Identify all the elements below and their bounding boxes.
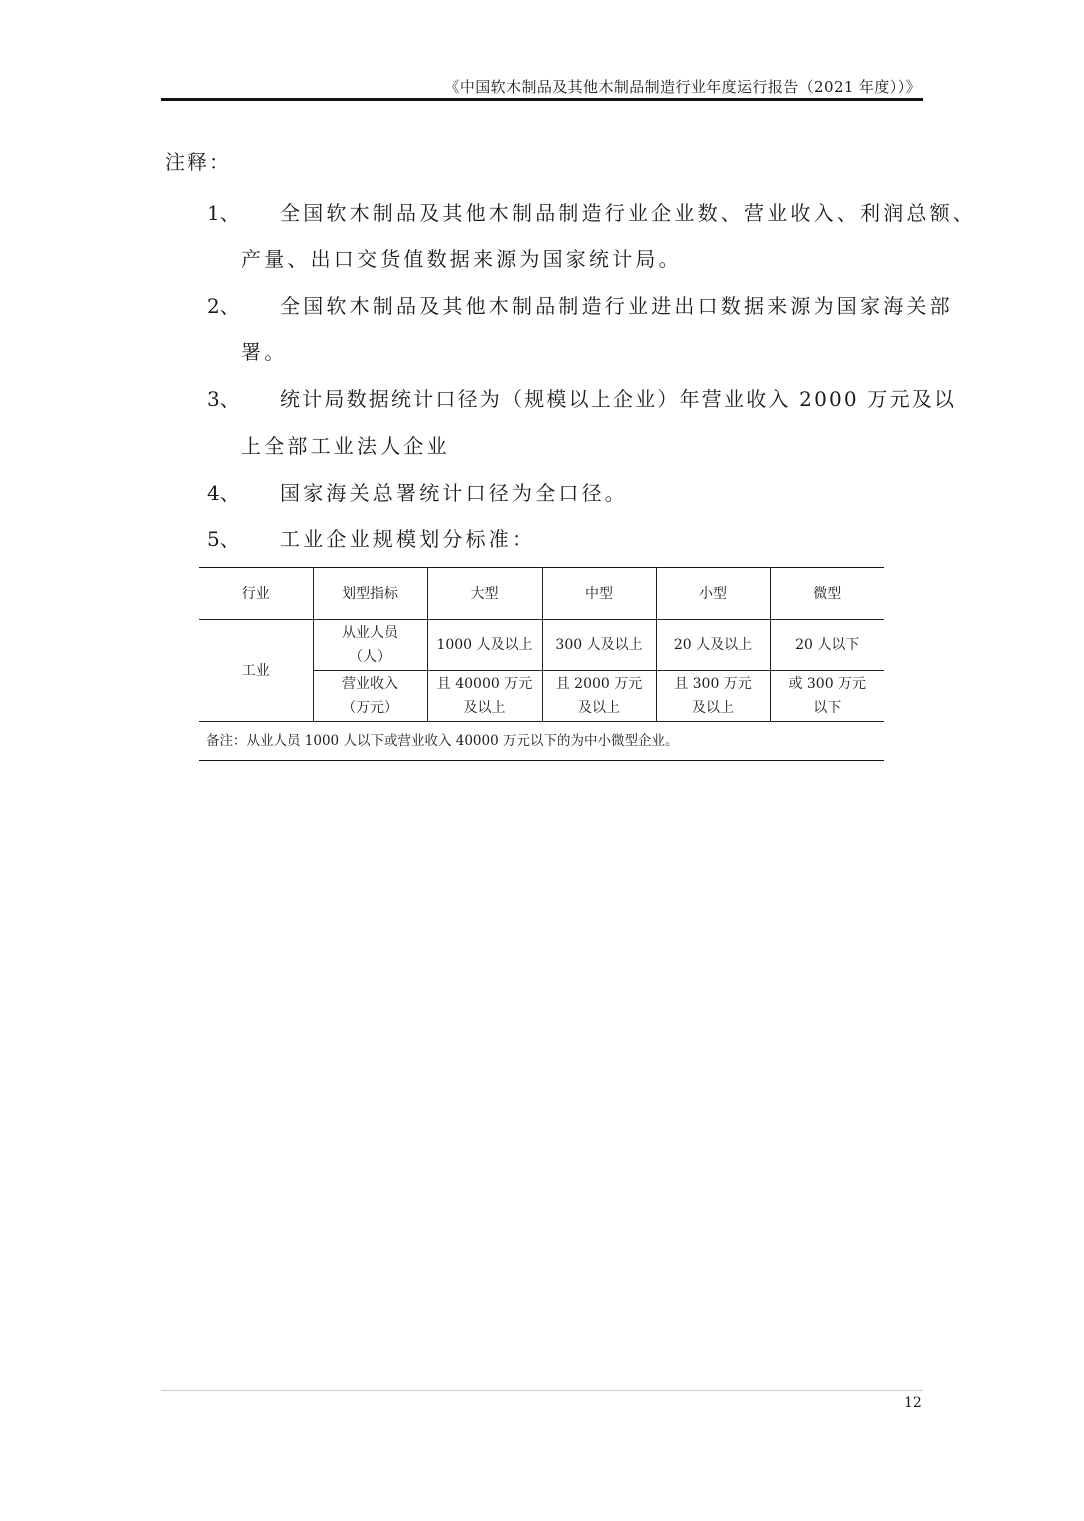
employees-small-text: 20 人及以上: [673, 637, 753, 653]
indicator-revenue: [313, 671, 427, 722]
note-number-1: 1、: [207, 201, 240, 225]
revenue-small-line-2: 及以上: [692, 700, 734, 716]
industry-cell: 工业: [199, 620, 313, 722]
note-3-line-2: 上全部工业法人企业: [241, 434, 450, 458]
revenue-micro: [770, 671, 884, 722]
note-number-4: 4、: [207, 481, 240, 505]
revenue-medium: [542, 671, 656, 722]
header-micro: 微型: [770, 568, 884, 620]
table-row: [199, 620, 884, 671]
indicator-revenue-line-2: （万元）: [342, 700, 398, 716]
note-3-line-1: 统计局数据统计口径为（规模以上企业）年营业收入 2000 万元及以: [280, 387, 957, 411]
revenue-small: [656, 671, 770, 722]
revenue-small-line-1: 且 300 万元: [674, 676, 752, 692]
employees-small: [656, 620, 770, 671]
employees-micro-text: 20 人以下: [795, 637, 860, 653]
revenue-large-line-1: 且 40000 万元: [436, 676, 533, 692]
header-indicator: 划型指标: [313, 568, 427, 620]
footer-rule: [161, 1390, 923, 1391]
note-number-2: 2、: [207, 294, 240, 318]
employees-medium-text: 300 人及以上: [555, 637, 643, 653]
note-1-line-2: 产量、出口交货值数据来源为国家统计局。: [241, 247, 682, 271]
indicator-revenue-line-1: 营业收入: [342, 676, 398, 692]
employees-micro: [770, 620, 884, 671]
employees-large-text: 1000 人及以上: [436, 637, 533, 653]
indicator-employees-line-1: 从业人员: [342, 625, 398, 641]
indicator-employees-line-2: （人）: [349, 649, 391, 665]
header-rule: [161, 98, 923, 101]
header-industry: 行业: [199, 568, 313, 620]
revenue-large-line-2: 及以上: [463, 700, 506, 716]
revenue-medium-line-2: 及以上: [578, 700, 620, 716]
employees-medium: [542, 620, 656, 671]
note-number-5: 5、: [207, 527, 240, 551]
note-5-line-1: 工业企业规模划分标准：: [280, 527, 536, 551]
page-number: 12: [904, 1395, 922, 1411]
header-medium: 中型: [542, 568, 656, 620]
revenue-micro-line-1: 或 300 万元: [788, 676, 867, 692]
note-1-line-1: 全国软木制品及其他木制品制造行业企业数、营业收入、利润总额、: [280, 201, 976, 225]
table-header-row: [199, 568, 884, 620]
table-note-row: [199, 722, 884, 761]
table-note: 备注：从业人员 1000 人以下或营业收入 40000 万元以下的为中小微型企业。: [199, 722, 884, 761]
note-2-line-1: 全国软木制品及其他木制品制造行业进出口数据来源为国家海关部: [280, 294, 953, 318]
header-large: 大型: [427, 568, 542, 620]
revenue-micro-line-2: 以下: [813, 700, 842, 716]
header-small: 小型: [656, 568, 770, 620]
revenue-large: [427, 671, 542, 722]
revenue-medium-line-1: 且 2000 万元: [555, 676, 643, 692]
employees-large: [427, 620, 542, 671]
notes-heading: 注释：: [165, 150, 231, 174]
enterprise-scale-table: [199, 567, 884, 761]
note-2-line-2: 署。: [241, 340, 288, 364]
indicator-employees: [313, 620, 427, 671]
note-4-line-1: 国家海关总署统计口径为全口径。: [280, 481, 628, 505]
report-header-title: 《中国软木制品及其他木制品制造行业年度运行报告（2021 年度））》: [444, 78, 921, 96]
note-number-3: 3、: [207, 387, 240, 411]
